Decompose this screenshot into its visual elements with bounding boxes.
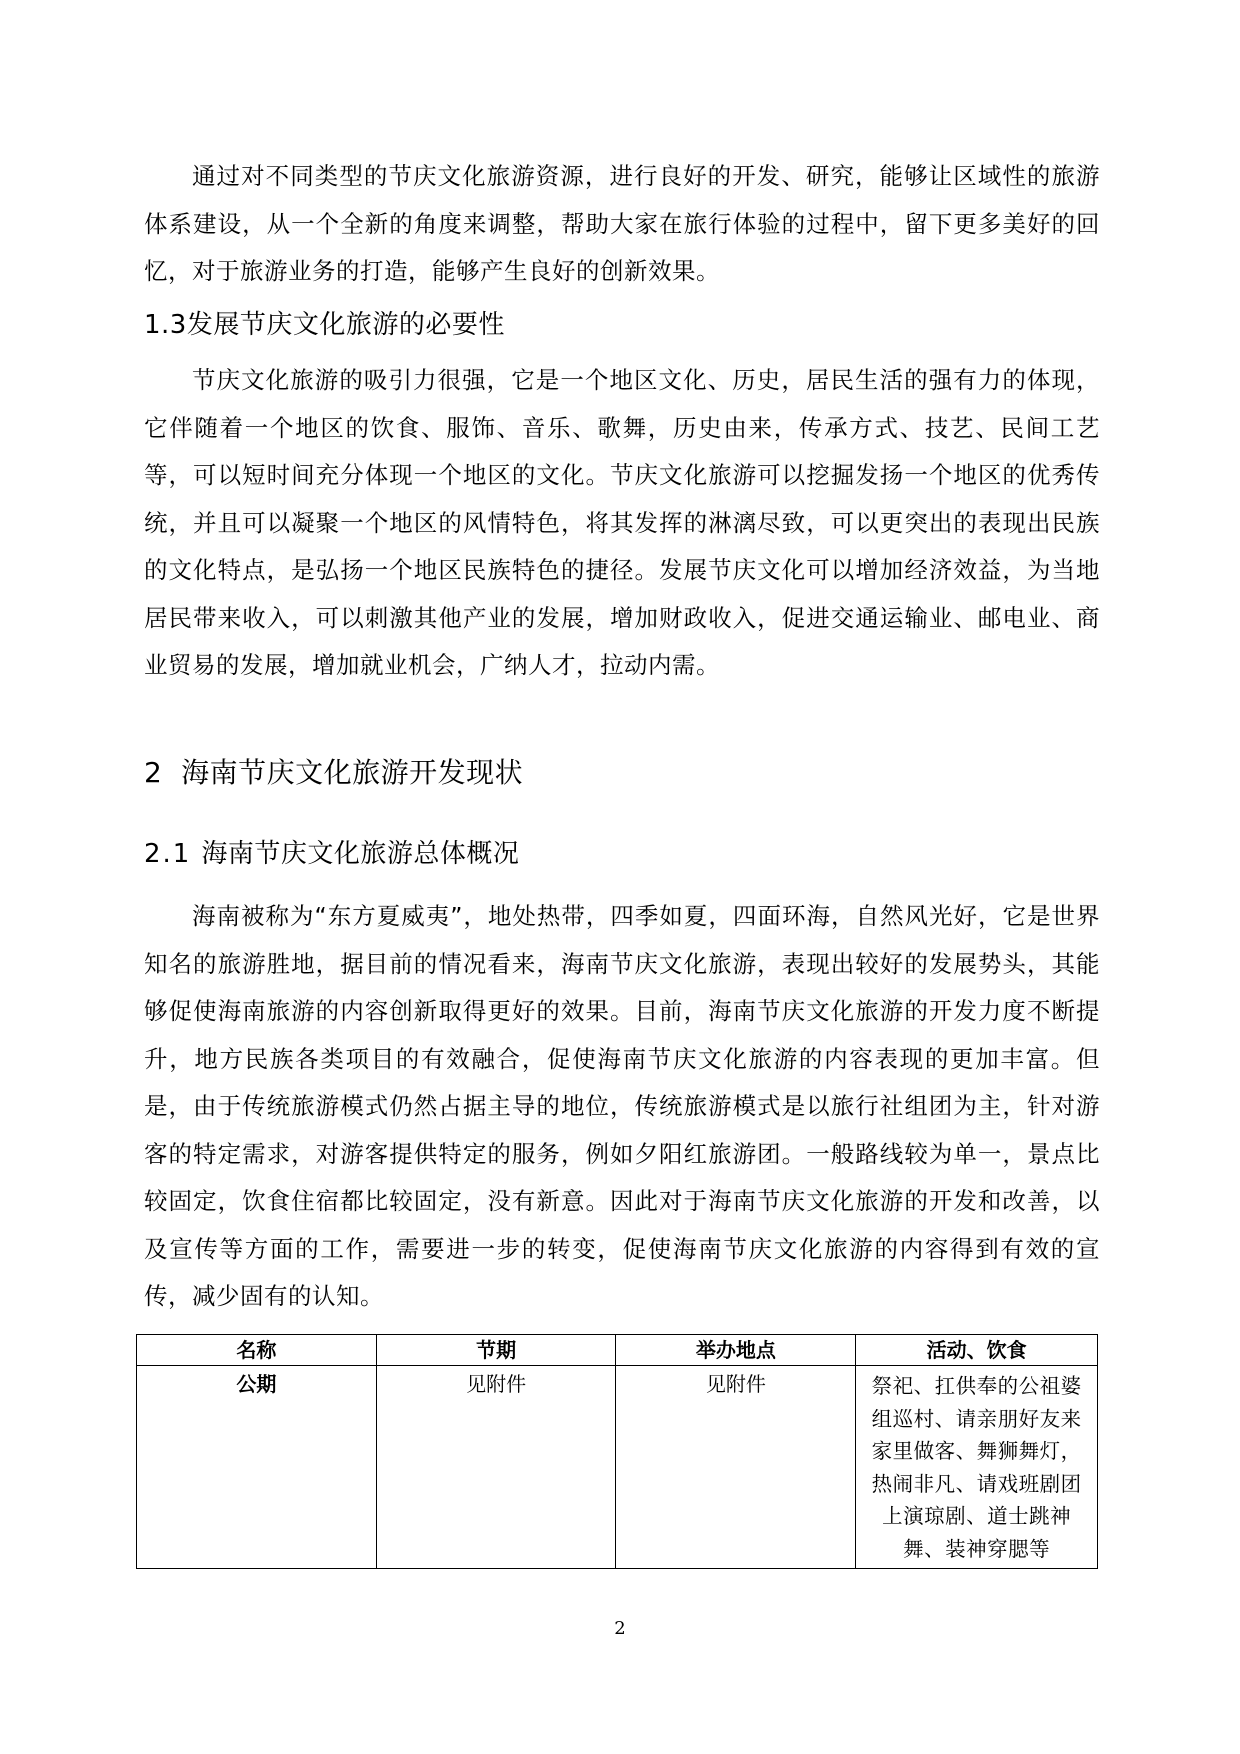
heading-2-1-text: 海南节庆文化旅游总体概况	[201, 839, 520, 869]
heading-2-text: 2 海南节庆文化旅游开发现状	[144, 756, 524, 789]
paragraph-necessity: 节庆文化旅游的吸引力很强，它是一个地区文化、历史，居民生活的强有力的体现，它伴随着一个地区的饮食、服饰、音乐、歌舞，历史由来，传承方式、技艺、民间工艺等，可以短时间充分体现一个地区的文化。节庆文化旅游可以挖掘发扬一个地区的优秀传统，并且可以凝聚一个地区的风情特色，将其发挥的淋漓尽致，可以更突出的表现出民族的文化特点，是弘扬一个地区民族特色的捷径。发展节庆文化可以增加经济效益，为当地居民带来收入，可以刺激其他产业的发展，增加财政收入，促进交通运输业、邮电业、商业贸易的发展，增加就业机会，广纳人才，拉动内需。	[144, 366, 1100, 679]
column-header-name: 名称	[137, 1335, 377, 1366]
cell-period: 见附件	[376, 1366, 616, 1569]
paragraph-overview: 海南被称为“东方夏威夷”，地处热带，四季如夏，四面环海，自然风光好，它是世界知名的旅游胜地，据目前的情况看来，海南节庆文化旅游，表现出较好的发展势头，其能够促使海南旅游的内容创新取得更好的效果。目前，海南节庆文化旅游的开发力度不断提升，地方民族各类项目的有效融合，促使海南节庆文化旅游的内容表现的更加丰富。但是，由于传统旅游模式仍然占据主导的地位，传统旅游模式是以旅行社组团为主，针对游客的特定需求，对游客提供特定的服务，例如夕阳红旅游团。一般路线较为单一，景点比较固定，饮食住宿都比较固定，没有新意。因此对于海南节庆文化旅游的开发和改善，以及宣传等方面的工作，需要进一步的转变，促使海南节庆文化旅游的内容得到有效的宣传，减少固有的认知。	[144, 902, 1100, 1310]
cell-activities: 祭祀、扛供奉的公祖婆组巡村、请亲朋好友来家里做客、舞狮舞灯，热闹非凡、请戏班剧团上演琼剧、道士跳神舞、装神穿腮等	[856, 1366, 1098, 1569]
paragraph-intro: 通过对不同类型的节庆文化旅游资源，进行良好的开发、研究，能够让区域性的旅游体系建设，从一个全新的角度来调整，帮助大家在旅行体验的过程中，留下更多美好的回忆，对于旅游业务的打造，能够产生良好的创新效果。	[144, 162, 1100, 285]
table-header-row	[137, 1335, 1098, 1366]
column-header-location: 举办地点	[616, 1335, 856, 1366]
column-header-activities: 活动、饮食	[856, 1335, 1098, 1366]
heading-2-1-number: 2.1	[144, 839, 192, 869]
page-number: 2	[614, 1618, 626, 1639]
cell-location: 见附件	[616, 1366, 856, 1569]
column-header-period: 节期	[376, 1335, 616, 1366]
festival-table	[136, 1334, 1098, 1569]
heading-1-3: 1.3发展节庆文化旅游的必要性	[144, 310, 505, 340]
table-row	[137, 1366, 1098, 1569]
heading-2-1	[144, 834, 519, 874]
heading-2	[144, 753, 523, 793]
cell-name: 公期	[137, 1366, 377, 1569]
